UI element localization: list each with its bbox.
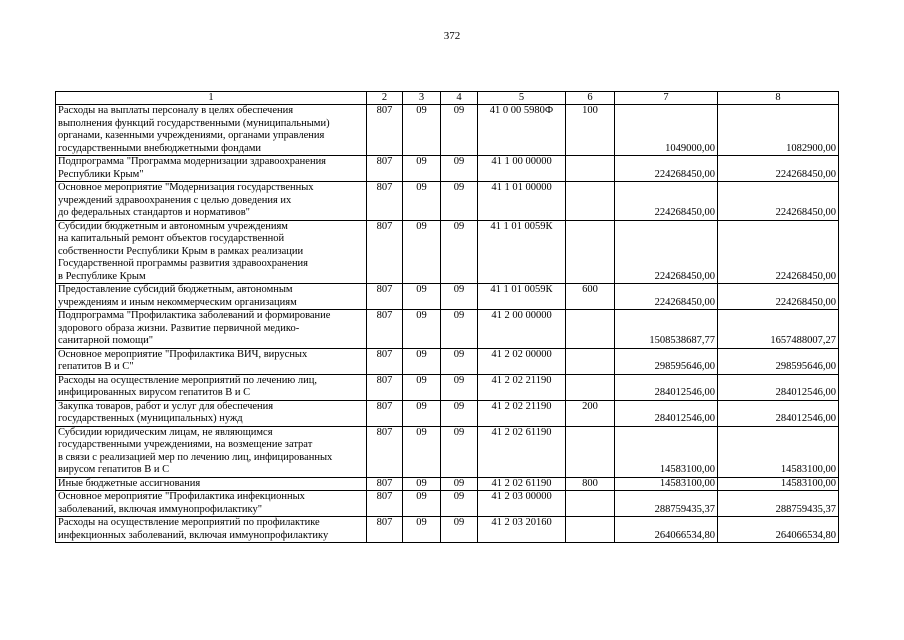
budget-table: [55, 91, 839, 543]
row-amount-year1-cell: 288759435,37: [615, 491, 718, 517]
row-name-cell: Субсидии бюджетным и автономным учреждениям на капитальный ремонт объектов государственной собственности Республики Крым в рамках реализации Государственной программы развития здравоохранения в Республике Крым: [56, 220, 367, 284]
row-subsection-cell: 09: [441, 348, 478, 374]
row-amount-year2-cell: 284012546,00: [718, 400, 839, 426]
row-subsection-cell: 09: [441, 517, 478, 543]
table-row: [56, 374, 839, 400]
row-amount-year1-cell: 284012546,00: [615, 400, 718, 426]
row-subsection-cell: 09: [441, 374, 478, 400]
row-target-article-cell: 41 1 01 00000: [478, 182, 566, 221]
row-ministry-code-cell: 807: [367, 348, 403, 374]
row-expense-type-cell: 100: [566, 105, 615, 156]
row-amount-year2-cell: 14583100,00: [718, 426, 839, 477]
table-row: [56, 105, 839, 156]
row-ministry-code-cell: 807: [367, 156, 403, 182]
row-expense-type-cell: 200: [566, 400, 615, 426]
row-amount-year1-cell: 284012546,00: [615, 374, 718, 400]
row-amount-year2-cell: 14583100,00: [718, 477, 839, 491]
row-amount-year1-cell: 224268450,00: [615, 156, 718, 182]
row-subsection-cell: 09: [441, 426, 478, 477]
header-cell-6: 6: [566, 92, 615, 105]
row-name-cell: Иные бюджетные ассигнования: [56, 477, 367, 491]
row-expense-type-cell: [566, 491, 615, 517]
row-amount-year2-cell: 224268450,00: [718, 156, 839, 182]
table-header: [56, 92, 839, 105]
row-name-cell: Субсидии юридическим лицам, не являющимся государственными учреждениями, на возмещение затрат в связи с реализацией мер по лечению лиц, инфицированных вирусом гепатитов В и С: [56, 426, 367, 477]
row-target-article-cell: 41 0 00 5980Ф: [478, 105, 566, 156]
row-amount-year1-cell: 224268450,00: [615, 284, 718, 310]
row-section-cell: 09: [403, 517, 441, 543]
row-expense-type-cell: [566, 156, 615, 182]
row-ministry-code-cell: 807: [367, 517, 403, 543]
row-amount-year1-cell: 264066534,80: [615, 517, 718, 543]
header-cell-3: 3: [403, 92, 441, 105]
row-name-cell: Закупка товаров, работ и услуг для обеспечения государственных (муниципальных) нужд: [56, 400, 367, 426]
row-ministry-code-cell: 807: [367, 477, 403, 491]
table-row: [56, 310, 839, 349]
row-section-cell: 09: [403, 426, 441, 477]
header-cell-7: 7: [615, 92, 718, 105]
row-amount-year1-cell: 1508538687,77: [615, 310, 718, 349]
row-amount-year2-cell: 224268450,00: [718, 220, 839, 284]
row-target-article-cell: 41 2 02 61190: [478, 477, 566, 491]
header-cell-4: 4: [441, 92, 478, 105]
header-cell-8: 8: [718, 92, 839, 105]
row-target-article-cell: 41 2 02 21190: [478, 400, 566, 426]
row-expense-type-cell: 800: [566, 477, 615, 491]
row-section-cell: 09: [403, 348, 441, 374]
header-cell-1: 1: [56, 92, 367, 105]
row-subsection-cell: 09: [441, 105, 478, 156]
row-target-article-cell: 41 1 01 0059К: [478, 220, 566, 284]
row-expense-type-cell: [566, 348, 615, 374]
table-row: [56, 426, 839, 477]
row-name-cell: Основное мероприятие "Модернизация государственных учреждений здравоохранения с целью доведения их до федеральных стандартов и нормативов": [56, 182, 367, 221]
table-row: [56, 491, 839, 517]
row-name-cell: Подпрограмма "Профилактика заболеваний и формирование здорового образа жизни. Развитие первичной медико- санитарной помощи": [56, 310, 367, 349]
row-target-article-cell: 41 2 03 00000: [478, 491, 566, 517]
row-ministry-code-cell: 807: [367, 310, 403, 349]
row-subsection-cell: 09: [441, 220, 478, 284]
row-ministry-code-cell: 807: [367, 220, 403, 284]
row-expense-type-cell: [566, 426, 615, 477]
row-target-article-cell: 41 2 03 20160: [478, 517, 566, 543]
row-target-article-cell: 41 2 02 21190: [478, 374, 566, 400]
row-ministry-code-cell: 807: [367, 400, 403, 426]
row-section-cell: 09: [403, 156, 441, 182]
row-expense-type-cell: [566, 374, 615, 400]
table-row: [56, 477, 839, 491]
row-section-cell: 09: [403, 491, 441, 517]
row-amount-year2-cell: 1657488007,27: [718, 310, 839, 349]
row-amount-year1-cell: 298595646,00: [615, 348, 718, 374]
table-row: [56, 284, 839, 310]
table-body: [56, 105, 839, 543]
row-subsection-cell: 09: [441, 400, 478, 426]
row-subsection-cell: 09: [441, 310, 478, 349]
row-amount-year1-cell: 224268450,00: [615, 182, 718, 221]
row-ministry-code-cell: 807: [367, 182, 403, 221]
row-section-cell: 09: [403, 182, 441, 221]
row-subsection-cell: 09: [441, 491, 478, 517]
row-ministry-code-cell: 807: [367, 105, 403, 156]
row-expense-type-cell: [566, 220, 615, 284]
row-expense-type-cell: [566, 310, 615, 349]
row-target-article-cell: 41 2 02 61190: [478, 426, 566, 477]
table-row: [56, 517, 839, 543]
table-row: [56, 400, 839, 426]
header-cell-5: 5: [478, 92, 566, 105]
row-amount-year2-cell: 264066534,80: [718, 517, 839, 543]
row-target-article-cell: 41 2 00 00000: [478, 310, 566, 349]
table-row: [56, 182, 839, 221]
row-name-cell: Расходы на выплаты персоналу в целях обеспечения выполнения функций государственными (муниципальными) органами, казенными учреждениями, органами управления государственными внебюджетными фондами: [56, 105, 367, 156]
row-name-cell: Основное мероприятие "Профилактика ВИЧ, вирусных гепатитов В и С": [56, 348, 367, 374]
row-name-cell: Предоставление субсидий бюджетным, автономным учреждениям и иным некоммерческим организациям: [56, 284, 367, 310]
table-row: [56, 156, 839, 182]
table-row: [56, 348, 839, 374]
row-subsection-cell: 09: [441, 156, 478, 182]
row-target-article-cell: 41 1 00 00000: [478, 156, 566, 182]
row-section-cell: 09: [403, 310, 441, 349]
row-amount-year1-cell: 14583100,00: [615, 477, 718, 491]
row-section-cell: 09: [403, 105, 441, 156]
row-amount-year2-cell: 284012546,00: [718, 374, 839, 400]
header-row: [56, 92, 839, 105]
row-amount-year1-cell: 224268450,00: [615, 220, 718, 284]
table-row: [56, 220, 839, 284]
row-amount-year2-cell: 288759435,37: [718, 491, 839, 517]
row-amount-year2-cell: 224268450,00: [718, 182, 839, 221]
row-subsection-cell: 09: [441, 477, 478, 491]
row-target-article-cell: 41 1 01 0059К: [478, 284, 566, 310]
row-section-cell: 09: [403, 400, 441, 426]
row-section-cell: 09: [403, 477, 441, 491]
row-amount-year2-cell: 298595646,00: [718, 348, 839, 374]
row-subsection-cell: 09: [441, 182, 478, 221]
row-ministry-code-cell: 807: [367, 284, 403, 310]
row-name-cell: Расходы на осуществление мероприятий по профилактике инфекционных заболеваний, включая иммунопрофилактику: [56, 517, 367, 543]
row-amount-year2-cell: 1082900,00: [718, 105, 839, 156]
header-cell-2: 2: [367, 92, 403, 105]
row-amount-year1-cell: 14583100,00: [615, 426, 718, 477]
row-amount-year1-cell: 1049000,00: [615, 105, 718, 156]
row-ministry-code-cell: 807: [367, 491, 403, 517]
row-amount-year2-cell: 224268450,00: [718, 284, 839, 310]
row-expense-type-cell: 600: [566, 284, 615, 310]
row-section-cell: 09: [403, 374, 441, 400]
row-name-cell: Основное мероприятие "Профилактика инфекционных заболеваний, включая иммунопрофилактику": [56, 491, 367, 517]
row-ministry-code-cell: 807: [367, 426, 403, 477]
page-number: 372: [443, 30, 461, 42]
row-expense-type-cell: [566, 182, 615, 221]
row-section-cell: 09: [403, 284, 441, 310]
row-name-cell: Подпрограмма "Программа модернизации здравоохранения Республики Крым": [56, 156, 367, 182]
row-name-cell: Расходы на осуществление мероприятий по лечению лиц, инфицированных вирусом гепатитов В и С: [56, 374, 367, 400]
row-expense-type-cell: [566, 517, 615, 543]
row-ministry-code-cell: 807: [367, 374, 403, 400]
row-section-cell: 09: [403, 220, 441, 284]
row-target-article-cell: 41 2 02 00000: [478, 348, 566, 374]
row-subsection-cell: 09: [441, 284, 478, 310]
